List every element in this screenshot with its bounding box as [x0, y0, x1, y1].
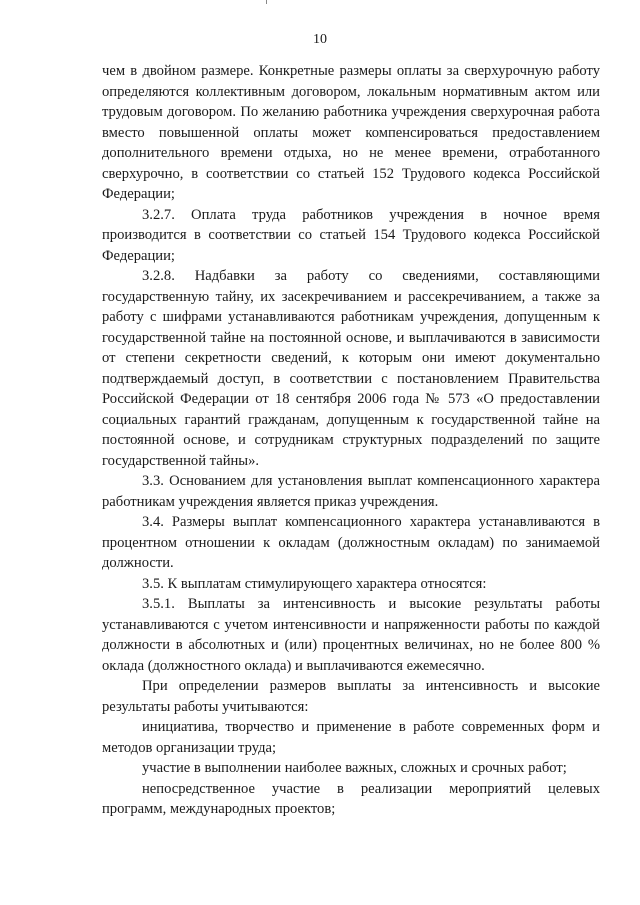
list-item-initiative: инициатива, творчество и применение в работе современных форм и методов организации труда;: [102, 719, 600, 756]
paragraph-3-4: 3.4. Размеры выплат компенсационного характера устанавливаются в процентном отношении к окладам (должностным окладам) по занимаемой должности.: [102, 514, 600, 571]
paragraph-3-5-1: 3.5.1. Выплаты за интенсивность и высокие результаты работы устанавливаются с учетом интенсивности и напряженности работы по каждой должности в абсолютных и (или) процентных величинах, но не более 800 % оклада (должностного оклада) и выплачиваются ежемесячно.: [102, 596, 600, 674]
list-item-important-work: участие в выполнении наиболее важных, сложных и срочных работ;: [142, 760, 567, 776]
paragraph-overtime-continuation: чем в двойном размере. Конкретные размеры оплаты за сверхурочную работу определяются коллективным договором, локальным нормативным актом или трудовым договором. По желанию работника учреждения сверхурочная работа вместо повышенной оплаты может компенсироваться предоставлением дополнительного времени отдыха, но не менее времени, отработанного сверхурочно, в соответствии со статьей 152 Трудового кодекса Российской Федерации;: [102, 63, 600, 202]
document-body: [102, 61, 600, 820]
paragraph-3-2-8: 3.2.8. Надбавки за работу со сведениями, составляющими государственную тайну, их засекречиванием и рассекречиванием, а также за работу с шифрами устанавливаются работникам учреждения, допущенным к государственной тайне на постоянной основе, и выплачиваются в зависимости от степени секретности сведений, к которым они имеют документально подтверждаемый доступ, в соответствии с постановлением Правительства Российской Федерации от 18 сентября 2006 года № 573 «О предоставлении социальных гарантий гражданам, допущенным к государственной тайне на постоянной основе, и сотрудникам структурных подразделений по защите государственной тайны».: [102, 268, 600, 469]
paragraph-criteria-intro: При определении размеров выплаты за интенсивность и высокие результаты работы учитываются:: [102, 678, 600, 715]
list-item-target-programs: непосредственное участие в реализации мероприятий целевых программ, международных проектов;: [102, 780, 600, 817]
paragraph-3-5: 3.5. К выплатам стимулирующего характера относятся:: [142, 575, 487, 592]
paragraph-3-3: 3.3. Основанием для установления выплат компенсационного характера работникам учреждения является приказ учреждения.: [102, 473, 600, 510]
scan-artifact: [266, 0, 267, 4]
page-number: 10: [313, 32, 327, 47]
paragraph-3-2-7: 3.2.7. Оплата труда работников учреждения в ночное время производится в соответствии со статьей 154 Трудового кодекса Российской Федерации;: [102, 206, 600, 264]
